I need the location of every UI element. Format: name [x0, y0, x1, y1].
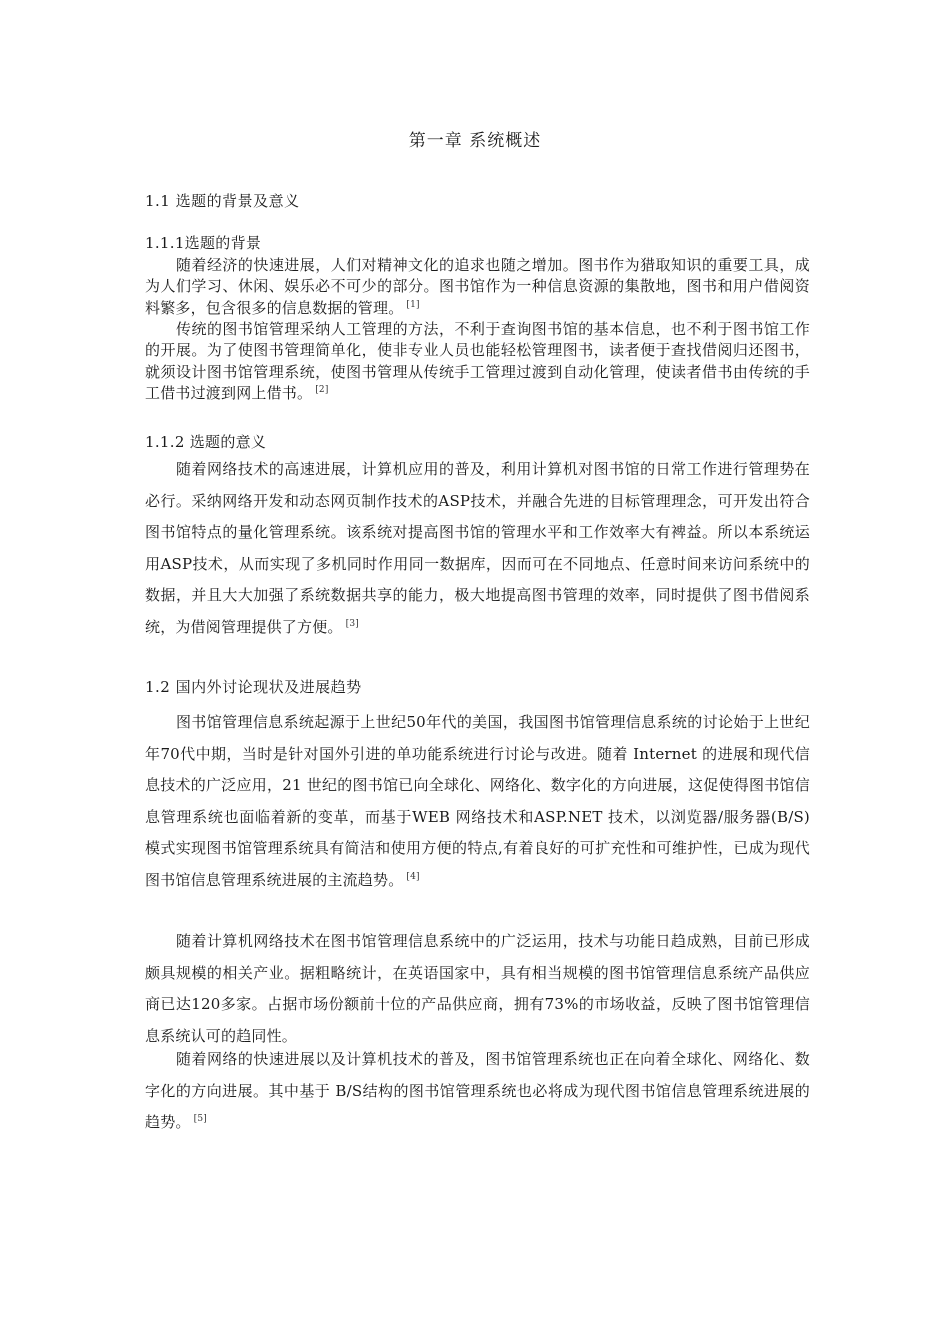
paragraph-text: 随着网络技术的高速进展，计算机应用的普及，利用计算机对图书馆的日常工作进行管理势在必行。采纳网络开发和动态网页制作技术的ASP技术，并融合先进的目标管理理念，可开发出符合图书馆特点的量化管理系统。该系统对提高图书馆的管理水平和工作效率大有裨益。所以本系统运用ASP技术，从而实现了多机同时作用同一数据库，因而可在不同地点、任意时间来访问系统中的数据，并且大大加强了系统数据共享的能力，极大地提高图书管理的效率，同时提供了图书借阅系统，为借阅管理提供了方便。	[145, 460, 810, 636]
citation-marker: [1]	[406, 299, 420, 310]
section-heading-1-1: 1.1 选题的背景及意义	[145, 192, 300, 210]
paragraph-text: 传统的图书馆管理采纳人工管理的方法，不利于查询图书馆的基本信息，也不利于图书馆工作的开展。为了使图书管理简单化，使非专业人员也能轻松管理图书，读者便于查找借阅归还图书，就须设计图书馆管理系统，使图书管理从传统手工管理过渡到自动化管理，使读者借书由传统的手工借书过渡到网上借书。	[145, 320, 810, 402]
paragraph-status-3	[145, 1044, 810, 1139]
paragraph-status-1	[145, 707, 810, 896]
subsection-heading-1-1-1: 1.1.1选题的背景	[145, 234, 262, 252]
citation-marker: [5]	[193, 1114, 207, 1124]
subsection-heading-1-1-2: 1.1.2 选题的意义	[145, 433, 267, 451]
paragraph-background-2	[145, 319, 810, 404]
citation-marker: [2]	[315, 384, 329, 395]
paragraph-text: 随着经济的快速进展，人们对精神文化的追求也随之增加。图书作为猎取知识的重要工具，成为人们学习、休闲、娱乐必不可少的部分。图书馆作为一种信息资源的集散地，图书和用户借阅资料繁多，包含很多的信息数据的管理。	[145, 256, 810, 317]
section-heading-1-2: 1.2 国内外讨论现状及进展趋势	[145, 678, 362, 696]
paragraph-background-1	[145, 255, 810, 319]
paragraph-text: 图书馆管理信息系统起源于上世纪50年代的美国，我国图书馆管理信息系统的讨论始于上世纪年70代中期，当时是针对国外引进的单功能系统进行讨论与改进。随着 Internet 的进展和现代信息技术的广泛应用，21 世纪的图书馆已向全球化、网络化、数字化的方向进展，这促使得图书馆信息管理系统也面临着新的变革，而基于WEB 网络技术和ASP.NET 技术，以浏览器/服务器(B/S) 模式实现图书馆管理系统具有简洁和使用方便的特点,有着良好的可扩充性和可维护性，已成为现代图书馆信息管理系统进展的主流趋势。	[145, 713, 810, 889]
paragraph-significance	[145, 454, 810, 643]
citation-marker: [4]	[406, 871, 420, 882]
citation-marker: [3]	[345, 618, 359, 629]
paragraph-text: 随着网络的快速进展以及计算机技术的普及，图书馆管理系统也正在向着全球化、网络化、数字化的方向进展。其中基于 B/S结构的图书馆管理系统也必将成为现代图书馆信息管理系统进展的趋势。	[145, 1050, 810, 1131]
chapter-title: 第一章 系统概述	[408, 131, 542, 151]
paragraph-text: 随着计算机网络技术在图书馆管理信息系统中的广泛运用，技术与功能日趋成熟，目前已形成颇具规模的相关产业。据粗略统计，在英语国家中，具有相当规模的图书馆管理信息系统产品供应商已达120多家。占据市场份额前十位的产品供应商，拥有73%的市场收益，反映了图书馆管理信息系统认可的趋同性。	[145, 932, 810, 1045]
paragraph-status-2	[145, 926, 810, 1052]
